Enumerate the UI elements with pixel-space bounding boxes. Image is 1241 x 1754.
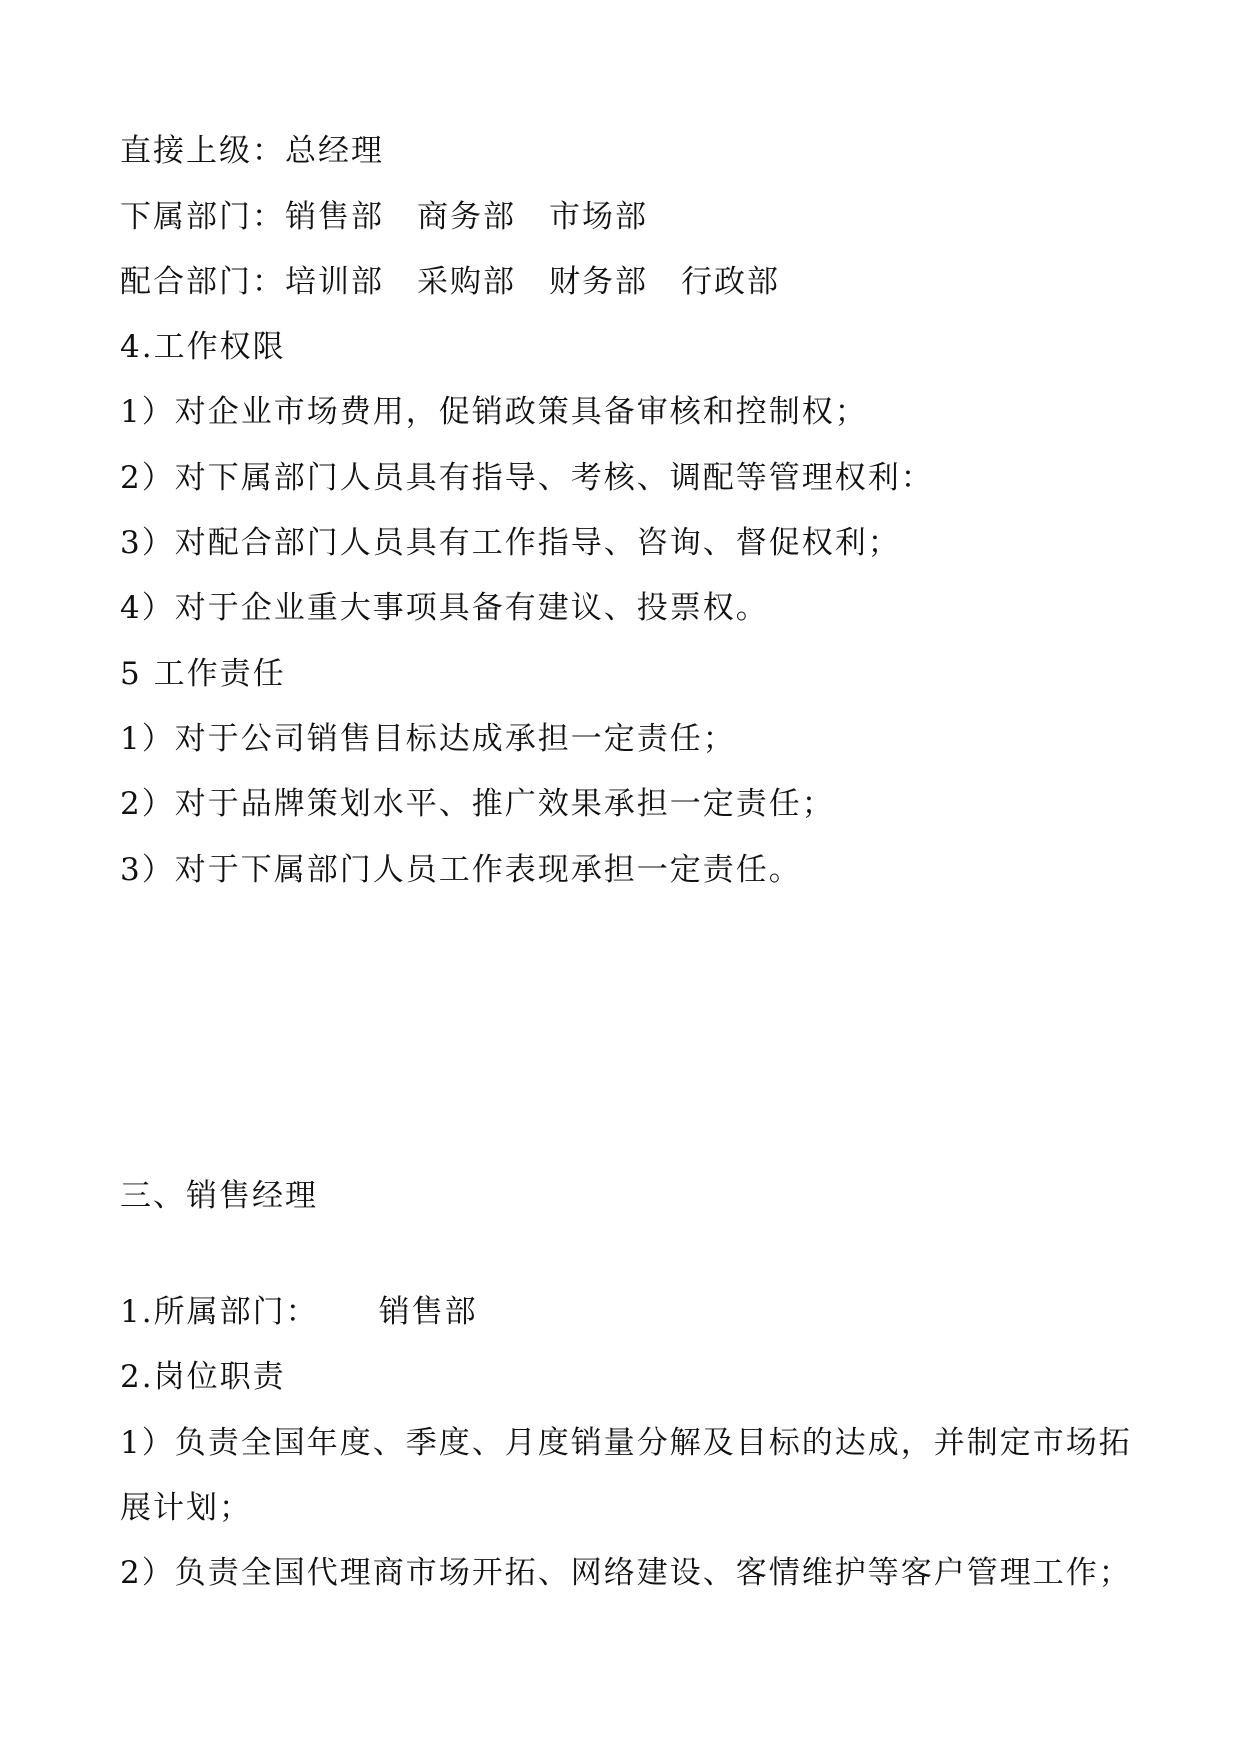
duty-item-2: 2）负责全国代理商市场开拓、网络建设、客情维护等客户管理工作； [120,1555,1132,1591]
responsibility-item-2: 2）对于品牌策划水平、推广效果承担一定责任； [120,786,835,822]
section-title-sales-manager: 三、销售经理 [120,1178,318,1214]
cooperating-departments-line: 配合部门：培训部 采购部 财务部 行政部 [120,264,780,300]
responsibility-item-1: 1）对于公司销售目标达成承担一定责任； [120,721,736,757]
authority-item-1: 1）对企业市场费用，促销政策具备审核和控制权； [120,394,868,430]
responsibility-heading: 5 工作责任 [120,656,286,692]
authority-heading: 4.工作权限 [120,329,286,365]
responsibility-item-3: 3）对于下属部门人员工作表现承担一定责任。 [120,852,802,888]
department-value: 销售部 [378,1294,478,1330]
subordinate-departments-line: 下属部门：销售部 商务部 市场部 [120,199,648,235]
direct-superior-line: 直接上级：总经理 [120,133,384,169]
duty-item-1-line-2: 展计划； [120,1490,252,1526]
authority-item-2: 2）对下属部门人员具有指导、考核、调配等管理权利： [120,460,934,496]
department-line [120,1292,478,1332]
duty-item-1-line-1: 1）负责全国年度、季度、月度销量分解及目标的达成，并制定市场拓 [120,1425,1132,1461]
duties-heading: 2.岗位职责 [120,1359,286,1395]
department-label: 1.所属部门： [120,1294,319,1330]
authority-item-3: 3）对配合部门人员具有工作指导、咨询、督促权利； [120,525,901,561]
authority-item-4: 4）对于企业重大事项具备有建议、投票权。 [120,590,769,626]
